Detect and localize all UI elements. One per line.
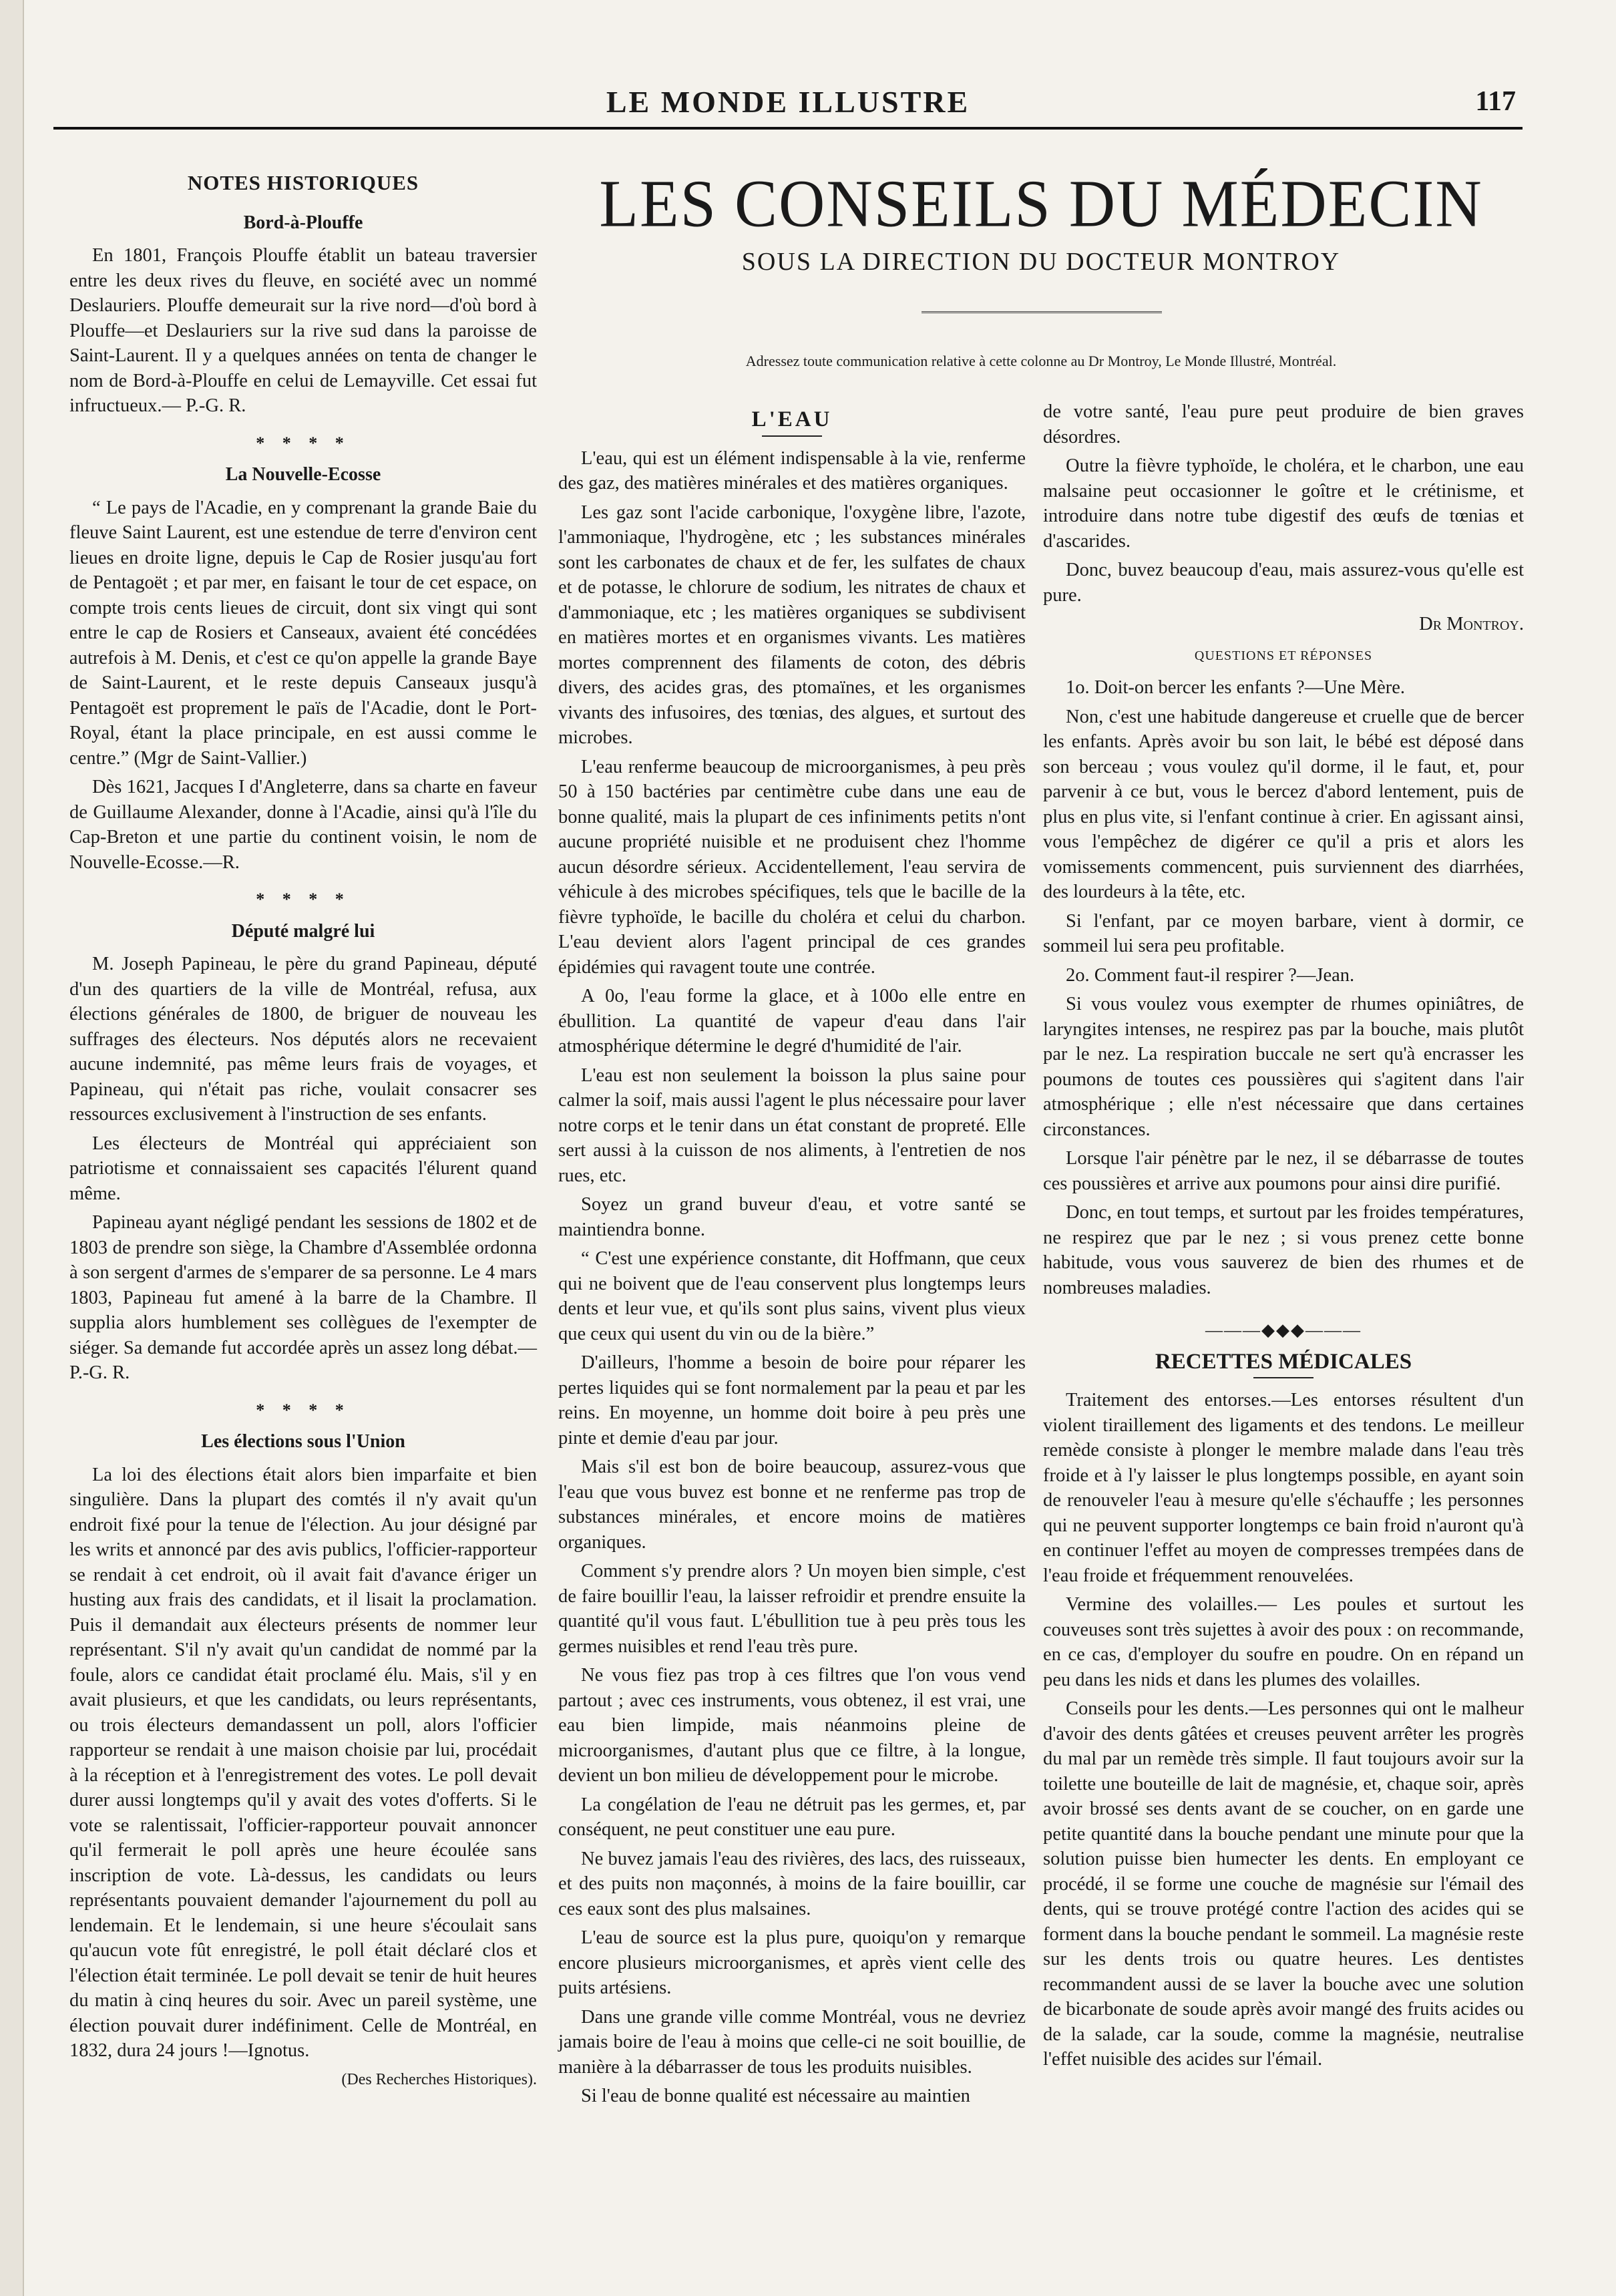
header-rule [53,127,1523,130]
article-title: Bord-à-Plouffe [243,212,363,233]
article-title: Les élections sous l'Union [201,1431,405,1452]
section-stars: * * * * [256,890,351,909]
article-paragraph: La loi des élections était alors bien imparfaite et bien singulière. Dans la plupart des comtés il n'y avait qu'un endroit fixé pour la tenue de l'élection. Au jour désigné par les writs et annoncé par des avis publics, l'officier-rapporteur se rendait à cet endroit, où il avait fait d'avance ériger un husting aux frais des candidats, et il lisait la proclamation. Puis il demandait aux électeurs présents de nommer leur représentant. S'il n'y avait qu'un candidat de nommé par la foule, alors ce candidat était proclamé élu. Mais, s'il y en avait plusieurs, et que les candidats, ou leurs représentants, ou trois électeurs demandassent un poll, alors l'officier rapporteur se rendait à une maison choisie par lui, procédait à la réception et à l'enregistrement des votes. Le poll devait durer aussi longtemps qu'il y avait des votes d'offerts. Si le vote se ralentissait, l'officier-rapporteur pouvait annoncer qu'il fermerait le poll après une heure écoulée sans inscription de vote. Là-dessus, les candidats ou leurs représentants pouvaient demander l'ajournement du poll au lendemain. Et le lendemain, si une heure s'écoulait sans qu'aucun vote fût enregistré, le poll était déclaré clos et l'élection était terminée. Le poll devait se tenir de huit heures du matin à cinq heures du soir. Avec un pareil système, une élection pouvait durer indéfiniment. Celle de Montréal, en 1832, dura 24 jours !—Ignotus. [69,1464,537,2061]
notes-historiques-column [69,170,537,2092]
qr-paragraph: Non, c'est une habitude dangereuse et cruelle que de bercer les enfants. Après avoir bu son lait, le bébé est déposé dans son berceau ; vous voulez qu'il dorme, il le faut, et, pour parvenir à ce but, vous le bercez d'abord lentement, puis de plus en plus vite, si l'enfant continue à crier. En agissant ainsi, vous l'empêchez de digérer ce qu'il a pris et alors les vomissements commencent, puis surviennent des diarrhées, des lourdeurs à la tête, etc. [1043,706,1524,902]
questions-title: QUESTIONS ET RÉPONSES [1194,648,1373,663]
recettes-title: RECETTES MÉDICALES [1155,1349,1412,1374]
page-header [53,79,1523,126]
qr-paragraph: 1o. Doit-on bercer les enfants ?—Une Mère. [1066,677,1406,698]
title-rule [1253,1377,1314,1378]
eau-paragraph: Ne buvez jamais l'eau des rivières, des lacs, des ruisseaux, et des puits non maçonnés, à moins de la faire bouillir, car ces eaux sont des plus malsaines. [558,1848,1026,1919]
title-rule [762,435,822,437]
conseils-address: Adressez toute communication relative à cette colonne au Dr Montroy, Le Monde Illustré, Montréal. [745,353,1337,369]
eau-paragraph: Comment s'y prendre alors ? Un moyen bien simple, c'est de faire bouillir l'eau, la laisser refroidir et prendre ensuite la quantité qu'il vous faut. L'ébullition tue à peu près tous les germes nuisibles et rend l'eau très pure. [558,1561,1026,1657]
conseils-subtitle: SOUS LA DIRECTION DU DOCTEUR MONTROY [741,248,1341,276]
eau-paragraph: Ne vous fiez pas trop à ces filtres que l'on vous vend partout ; avec ces instruments, vous obtenez, il est vrai, une eau bien limpide, mais néanmoins pleine de microorganismes, d'autant plus que ce filtre, à la longue, devient un bon milieu de développement pour le microbe. [558,1665,1026,1786]
masthead: LE MONDE ILLUSTRE [606,85,970,119]
qr-paragraph: Lorsque l'air pénètre par le nez, il se débarrasse de toutes ces poussières et arrive aux poumons pour ainsi dire purifié. [1043,1148,1524,1194]
eau-paragraph: Soyez un grand buveur d'eau, et votre santé se maintiendra bonne. [558,1194,1026,1240]
article-paragraph: M. Joseph Papineau, le père du grand Papineau, député d'un des quartiers de la ville de Montréal, refusa, aux élections générales de 1800, de briguer de nouveau les suffrages des électeurs. Nos députés alors ne recevaient aucune indemnité, pas même leurs frais de voyages, et Papineau, qui n'était pas riche, voulait consacrer ses ressources exclusivement à l'instruction de ses enfants. [69,954,537,1125]
eau-paragraph: L'eau est non seulement la boisson la plus saine pour calmer la soif, mais aussi l'agent le plus nécessaire pour laver notre corps et le tenir dans un état constant de propreté. Elle sert aussi à la cuisson de nos aliments, à l'entretien de nos rues, etc. [558,1065,1026,1186]
article-paragraph: Papineau ayant négligé pendant les sessions de 1802 et de 1803 de prendre son siège, la Chambre d'Assemblée ordonna à son sergent d'armes de s'emparer de sa personne. Le 4 mars 1803, Papineau fut amené à la barre de la Chambre. Il supplia alors humblement ses collègues de l'exempter de siéger. Sa demande fut accordée après un assez long débat.— P.-G. R. [69,1212,537,1383]
recette-paragraph: Traitement des entorses.—Les entorses résultent d'un violent tiraillement des ligaments et des tendons. Le meilleur remède consiste à plonger le membre malade dans l'eau très froide et à l'y laisser le plus longtemps possible, en ayant soin de renouveler l'eau à mesure qu'elle s'échauffe ; les personnes qui ne peuvent supporter longtemps ce bain froid n'auront qu'à en continuer l'effet au moyen de compresses trempées dans de l'eau froide et fréquemment renouvelées. [1043,1390,1524,1586]
eau-paragraph: “ C'est une expérience constante, dit Hoffmann, que ceux qui ne boivent que de l'eau conservent plus longtemps leurs dents et leur vue, et qu'ils sont plus sains, vivent plus vieux que ceux qui usent du vin ou de la bière.” [558,1248,1026,1344]
article-paragraph: “ Le pays de l'Acadie, en y comprenant la grande Baie du fleuve Saint Laurent, est une estendue de terre d'environ cent lieues en droite ligne, depuis le Cap de Rosier jusqu'au fort de Pentagoët ; et par mer, en faisant le tour de cet espace, on compte trois cents lieues de circuit, dont six vingt qui sont entre le cap de Rosiers et Canseaux, avaient été concédées autrefois à M. Denis, et c'est ce qu'on appelle la grande Baye de Saint-Laurent, et le reste depuis Canseaux jusqu'à Pentagoët est proprement le païs de l'Acadie, dont le Port-Royal, étant la place principale, en est aussi comme le centre.” (Mgr de Saint-Vallier.) [69,497,537,769]
article-paragraph: En 1801, François Plouffe établit un bateau traversier entre les deux rives du fleuve, en société avec un nommé Deslauriers. Plouffe demeurait sur la rive nord—d'où bord à Plouffe—et Deslauriers sur la rive sud dans la paroisse de Saint-Laurent. Il y a quelques années on tenta de changer le nom de Bord-à-Plouffe en celui de Lemayville. Cet essai fut infructueux.— P.-G. R. [69,245,537,416]
article-paragraph: Dès 1621, Jacques I d'Angleterre, dans sa charte en faveur de Guillaume Alexander, donne à l'Acadie, ainsi qu'à l'île du Cap-Breton et une partie du continent voisin, le nom de Nouvelle-Ecosse.—R. [69,777,537,873]
section-stars: * * * * [256,1400,351,1420]
page-gutter [0,0,24,2296]
decorative-rule [922,311,1162,313]
qr-paragraph: 2o. Comment faut-il respirer ?—Jean. [1066,964,1355,986]
eau-paragraph: Dans une grande ville comme Montréal, vous ne devriez jamais boire de l'eau à moins que celle-ci ne soit bouillie, de manière à la débarrasser de tous les produits nuisibles. [558,2006,1026,2078]
page-number: 117 [1475,86,1516,117]
signature: Dr Montroy. [1419,614,1524,634]
article-title: La Nouvelle-Ecosse [225,464,381,485]
eau-paragraph: L'eau, qui est un élément indispensable à la vie, renferme des gaz, des matières minérales et des matières organiques. [558,447,1026,494]
eau-paragraph: Si l'eau de bonne qualité est nécessaire au maintien [581,2086,970,2106]
qr-paragraph: Si l'enfant, par ce moyen barbare, vient à dormir, ce sommeil lui sera peu profitable. [1043,910,1524,956]
eau-paragraph: A 0o, l'eau forme la glace, et à 100o elle entre en ébullition. La quantité de vapeur d'eau dans l'air atmosphérique détermine le degré d'humidité de l'air. [558,986,1026,1057]
section-stars: * * * * [256,433,351,453]
qr-paragraph: Donc, en tout temps, et surtout par les froides températures, ne respirez que par le nez ; si vous prenez cette bonne habitude, vous vous sauverez de bien des rhumes et de nombreuses maladies. [1043,1202,1524,1298]
article-title: Député malgré lui [231,920,375,942]
recette-paragraph: Vermine des volailles.— Les poules et surtout les couveuses sont très sujettes à avoir des poux : on recommande, en ce cas, d'employer du soufre en poudre. On en répand un peu dans les nids et dans les plumes des volailles. [1043,1594,1524,1690]
eau-paragraph: La congélation de l'eau ne détruit pas les germes, et, par conséquent, ne peut constituer une eau pure. [558,1794,1026,1840]
eau-paragraph: Donc, buvez beaucoup d'eau, mais assurez-vous qu'elle est pure. [1043,560,1524,606]
eau-paragraph: L'eau de source est la plus pure, quoiqu'on y remarque encore plusieurs microorganismes, et après vient celle des puits artésiens. [558,1927,1026,1998]
eau-paragraph: L'eau renferme beaucoup de microorganismes, à peu près 50 à 150 bactéries par centimètre cube dans une eau de bonne qualité, mais la plupart de ces infiniments petits n'ont aucune propriété nuisible et ne produisent chez l'homme aucun désordre sérieux. Accidentellement, l'eau servira de véhicule à des microbes spécifiques, tels que le bacille de la fièvre typhoïde, le bacille du choléra et celui du charbon. L'eau devient alors l'agent principal de ces grandes épidémies qui ravagent toute une contrée. [558,756,1026,978]
article-paragraph: Les électeurs de Montréal qui appréciaient son patriotisme et connaissaient ses capacités l'élurent quand même. [69,1133,537,1204]
eau-column [558,407,1026,2113]
eau-paragraph: Les gaz sont l'acide carbonique, l'oxygène libre, l'azote, l'ammoniaque, l'hydrogène, etc ; les substances minérales sont les carbonates de chaux et de fer, les sulfates de chaux et de potasse, le chlorure de sodium, les nitrates de chaux et d'ammoniaque, etc ; les matières organiques se subdivisent en matières mortes et en organismes vivants. Les matières mortes comprennent des filaments de coton, des débris divers, des acides gras, des ptomaïnes, et les organismes vivants des infusoires, des tœnias, des algues, et surtout des microbes. [558,502,1026,748]
recette-paragraph: Conseils pour les dents.—Les personnes qui ont le malheur d'avoir des dents gâtées et creuses peuvent arrêter les progrès du mal par un remède très simple. Il faut toujours avoir sur la toilette une bouteille de lait de magnésie, et, chaque soir, après avoir brossé ses dents avant de se coucher, on en garde une petite quantité dans la bouche pendant une minute pour que la solution puisse bien humecter les dents. En employant ce procédé, il se forme une couche de magnésie sur l'émail des dents, qui se trouve protégé contre l'action des acides qui se forment dans la bouche pendant le sommeil. La magnésie reste sur les dents trois ou quatre heures. Les dentistes recommandent aussi de se laver la bouche avec une solution de bicarbonate de soude après avoir mangé des fruits acides ou de la salade, car la soude, comme la magnésie, neutralise l'effet nuisible des acides sur l'émail. [1043,1698,1524,2070]
eau-paragraph: Outre la fièvre typhoïde, le choléra, et le charbon, une eau malsaine peut occasionner le goître et le crétinisme, et introduire dans notre tube digestif des œufs de tœnias et d'ascarides. [1043,455,1524,552]
eau-paragraph: de votre santé, l'eau pure peut produire de bien graves désordres. [1043,401,1524,447]
conseils-title: LES CONSEILS DU MÉDECIN [599,166,1483,241]
qr-paragraph: Si vous voulez vous exempter de rhumes opiniâtres, de laryngites intenses, ne respirez pas par la bouche, mais plutôt par le nez. La respiration buccale ne sert qu'à encrasser les poumons de toutes ces poussières qui s'agitent dans l'air atmosphérique ; elle n'est nécessaire que dans certaines circonstances. [1043,994,1524,1140]
eau-paragraph: Mais s'il est bon de boire beaucoup, assurez-vous que l'eau que vous buvez est bonne et ne renferme pas trop de substances minérales, et encore moins de matières organiques. [558,1457,1026,1553]
eau-paragraph: D'ailleurs, l'homme a besoin de boire pour réparer les pertes liquides qui se font normalement par la peau et par les reins. En moyenne, un homme doit boire à peu près une pinte et demie d'eau par jour. [558,1352,1026,1449]
conseils-right-column [1043,399,1524,2076]
article-source: (Des Recherches Historiques). [341,2070,537,2088]
ornament-divider: ———◆◆◆——— [1205,1320,1362,1340]
eau-title: L'EAU [751,407,833,431]
notes-section-title: NOTES HISTORIQUES [187,171,419,194]
